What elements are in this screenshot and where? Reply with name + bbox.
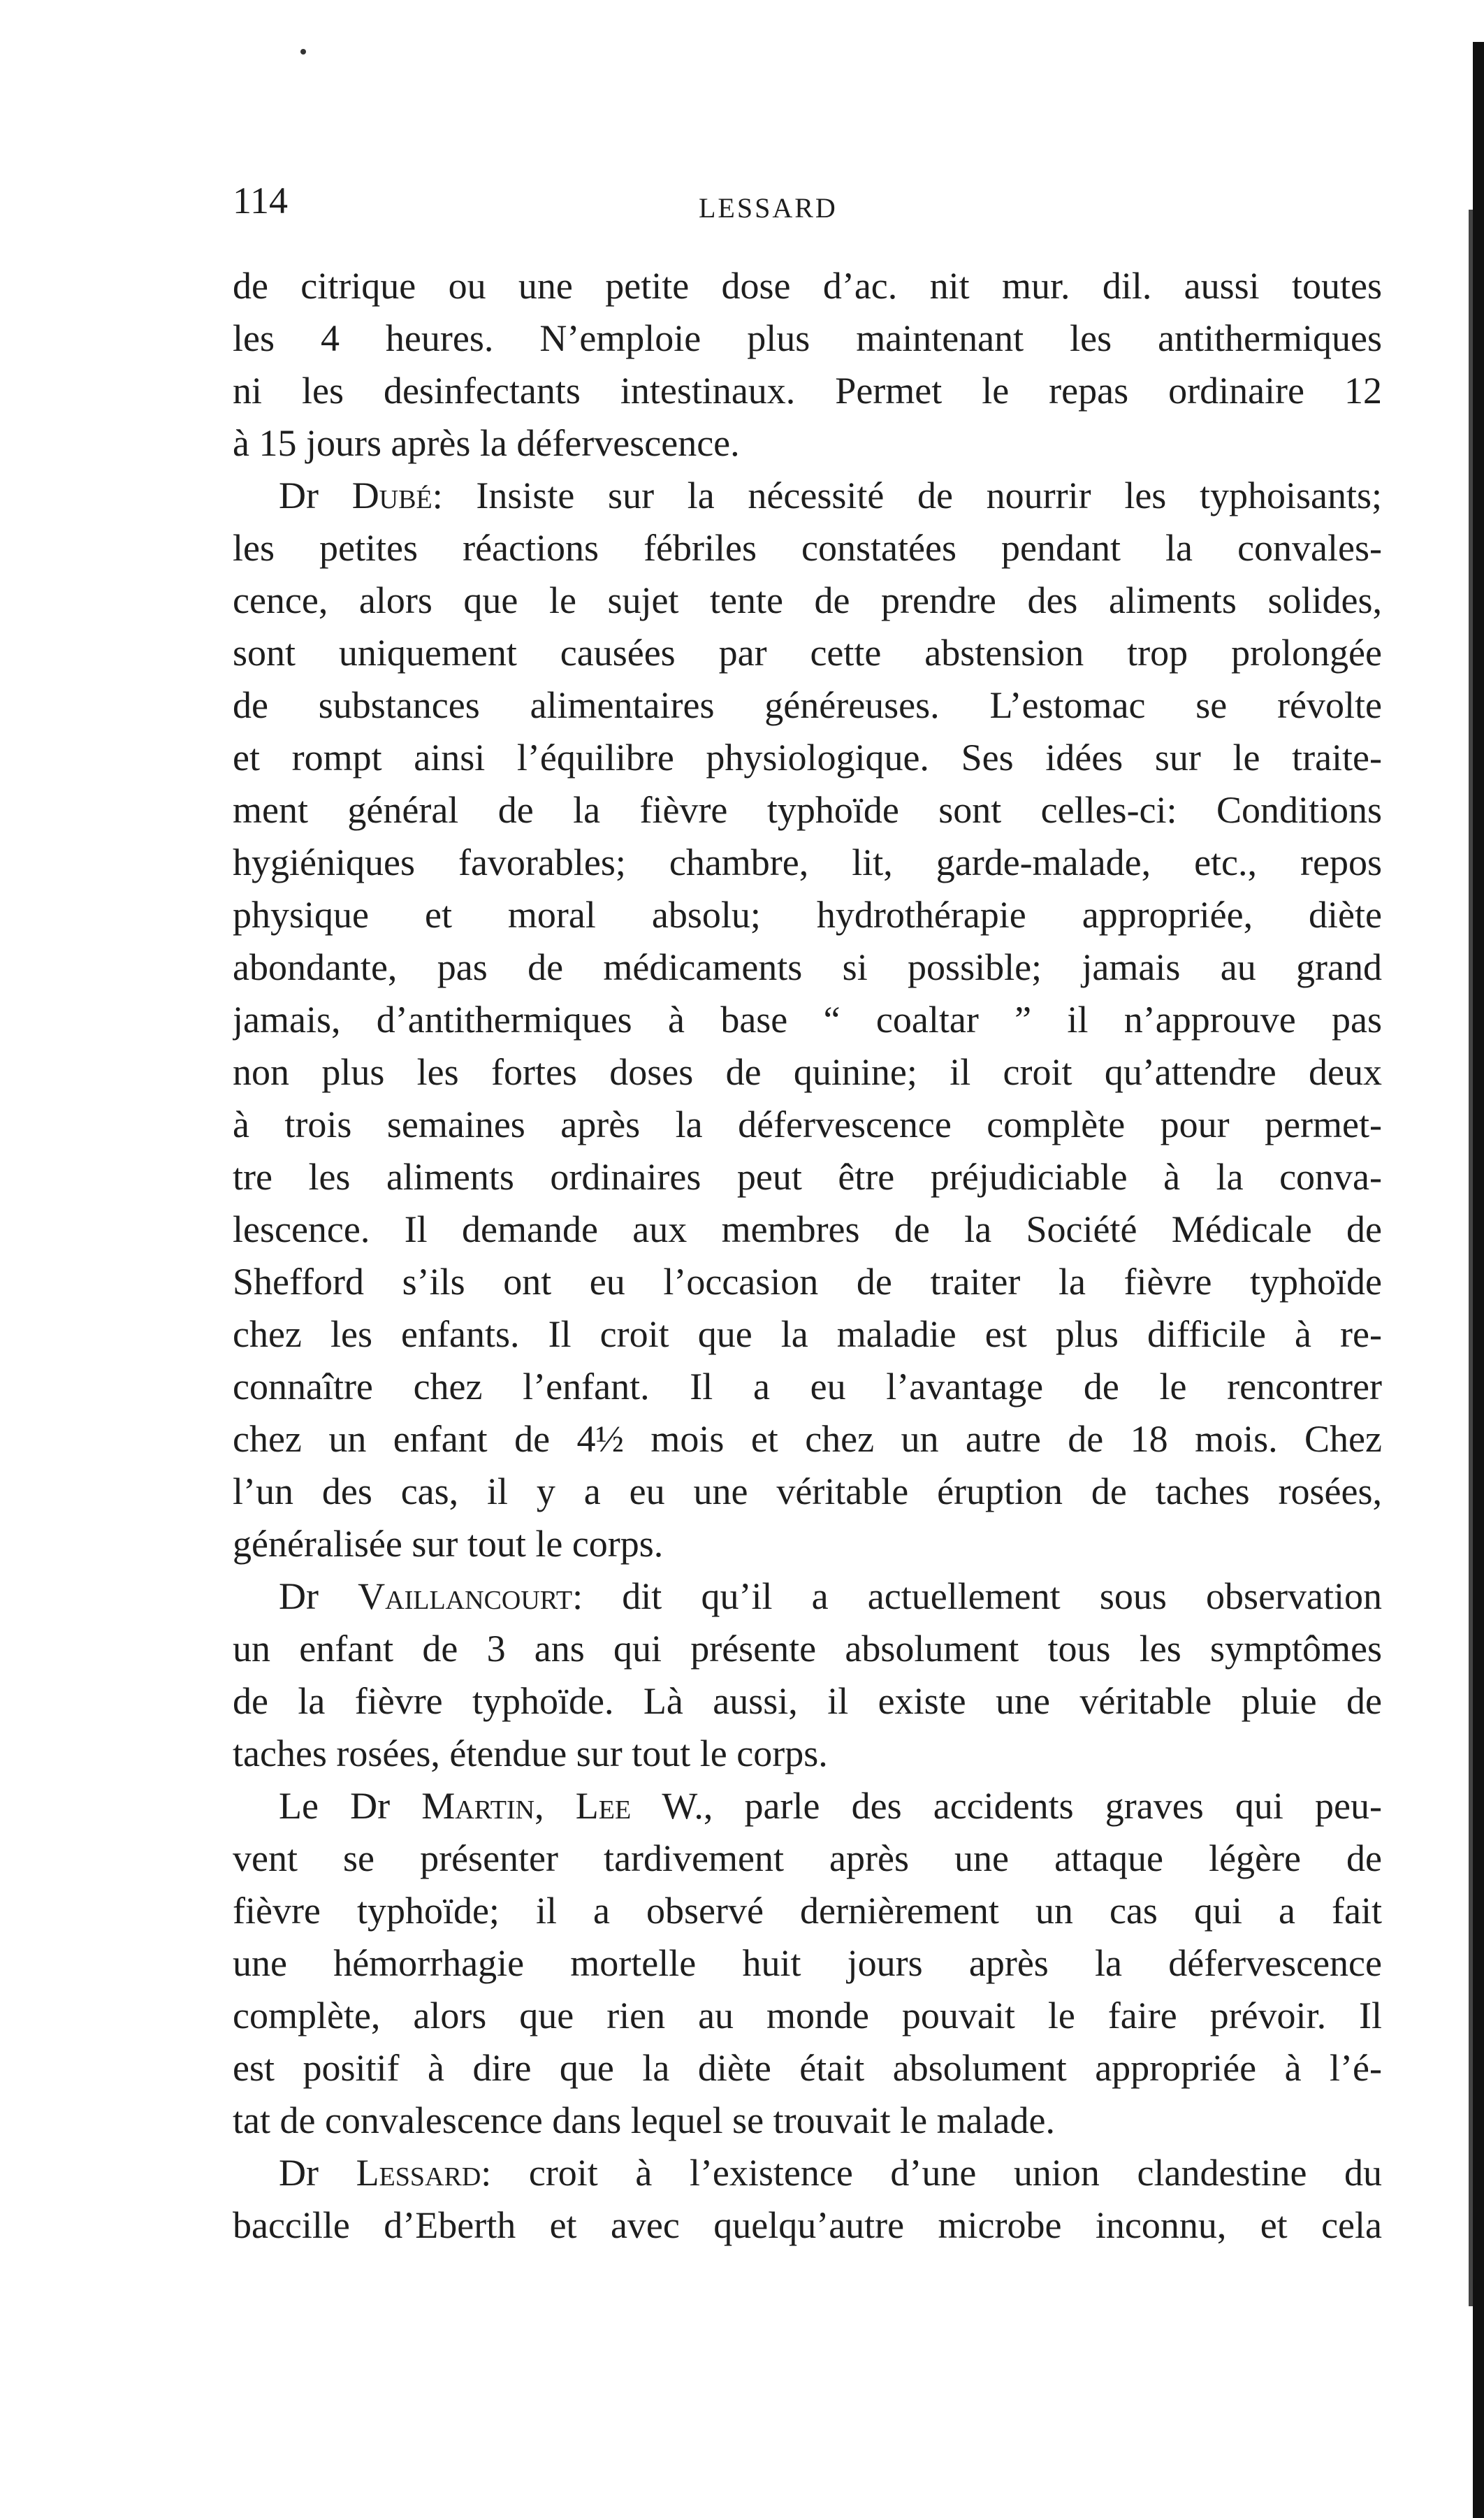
text-line: hygiéniques favorables; chambre, lit, garde-malade, etc., repos: [233, 841, 1382, 883]
text-segment: : croit à l’existence d’une union clandestine du: [481, 2152, 1382, 2194]
text-line: à 15 jours après la défervescence.: [233, 422, 740, 464]
text-line: tre les aliments ordinaires peut être préjudiciable à la conva-: [233, 1156, 1382, 1198]
text-line: chez un enfant de 4½ mois et chez un autre de 18 mois. Chez: [233, 1418, 1382, 1460]
text-line: complète, alors que rien au monde pouvait le faire prévoir. Il: [233, 1995, 1382, 2036]
text-line: connaître chez l’enfant. Il a eu l’avantage de le rencontrer: [233, 1366, 1382, 1408]
speaker-name: Dubé: [351, 475, 432, 516]
text-line: est positif à dire que la diète était absolument appropriée à l’é-: [233, 2047, 1382, 2089]
text-line: ni les desinfectants intestinaux. Permet le repas ordinaire 12: [233, 370, 1382, 412]
text-line: Shefford s’ils ont eu l’occasion de traiter la fièvre typhoïde: [233, 1261, 1382, 1303]
paragraph-vaillancourt-first-line: [233, 1570, 1382, 1623]
text-segment: : Insiste sur la nécessité de nourrir les typhoisants;: [432, 475, 1382, 516]
text-line: les 4 heures. N’emploie plus maintenant les antithermiques: [233, 317, 1382, 359]
text-line: cence, alors que le sujet tente de prendre des aliments solides,: [233, 579, 1382, 621]
scan-edge-border: [1473, 42, 1484, 2518]
text-line: ment général de la fièvre typhoïde sont celles-ci: Conditions: [233, 789, 1382, 831]
running-head: LESSARD: [699, 192, 838, 224]
text-line: les petites réactions fébriles constatées pendant la convales-: [233, 527, 1382, 569]
text-line: et rompt ainsi l’équilibre physiologique. Ses idées sur le traite-: [233, 737, 1382, 779]
text-line: non plus les fortes doses de quinine; il croit qu’attendre deux: [233, 1051, 1382, 1093]
text-line: à trois semaines après la défervescence complète pour permet-: [233, 1104, 1382, 1145]
paragraph-martin-first-line: [233, 1780, 1382, 1832]
text-line: un enfant de 3 ans qui présente absolument tous les symptômes: [233, 1628, 1382, 1670]
text-line: lescence. Il demande aux membres de la Société Médicale de: [233, 1208, 1382, 1250]
text-line: physique et moral absolu; hydrothérapie appropriée, diète: [233, 894, 1382, 936]
text-line: de la fièvre typhoïde. Là aussi, il existe une véritable pluie de: [233, 1680, 1382, 1722]
scan-speck: [300, 49, 306, 55]
speaker-prefix: Le Dr: [279, 1785, 422, 1827]
speaker-prefix: Dr: [279, 475, 352, 516]
text-line: baccille d’Eberth et avec quelqu’autre microbe inconnu, et cela: [233, 2204, 1382, 2246]
text-line: de substances alimentaires généreuses. L’estomac se révolte: [233, 684, 1382, 726]
text-segment: W., parle des accidents graves qui peu-: [631, 1785, 1382, 1827]
text-line: taches rosées, étendue sur tout le corps.: [233, 1732, 828, 1774]
speaker-prefix: Dr: [279, 1575, 358, 1617]
speaker-prefix: Dr: [279, 2152, 356, 2194]
text-line: abondante, pas de médicaments si possible; jamais au grand: [233, 946, 1382, 988]
text-line: tat de convalescence dans lequel se trouvait le malade.: [233, 2099, 1055, 2141]
text-line: jamais, d’antithermiques à base “ coaltar ” il n’approuve pas: [233, 999, 1382, 1041]
body-text: [233, 260, 1382, 2252]
text-line: une hémorrhagie mortelle huit jours après la défervescence: [233, 1942, 1382, 1984]
scan-edge-shadow: [1469, 210, 1473, 2306]
speaker-name: Martin, Lee: [421, 1785, 632, 1827]
page-number: 114: [233, 180, 288, 222]
text-line: généralisée sur tout le corps.: [233, 1523, 664, 1565]
text-line: sont uniquement causées par cette abstension trop prolongée: [233, 632, 1382, 674]
speaker-name: Lessard: [356, 2152, 481, 2194]
text-line: vent se présenter tardivement après une attaque légère de: [233, 1837, 1382, 1879]
text-line: de citrique ou une petite dose d’ac. nit mur. dil. aussi toutes: [233, 265, 1382, 307]
paragraph-lessard-first-line: [233, 2147, 1382, 2199]
text-line: chez les enfants. Il croit que la maladie est plus difficile à re-: [233, 1313, 1382, 1355]
paragraph-dube-first-line: [233, 470, 1382, 522]
text-line: l’un des cas, il y a eu une véritable éruption de taches rosées,: [233, 1470, 1382, 1512]
speaker-name: Vaillancourt: [358, 1575, 573, 1617]
text-line: fièvre typhoïde; il a observé dernièrement un cas qui a fait: [233, 1890, 1382, 1932]
text-segment: : dit qu’il a actuellement sous observation: [572, 1575, 1382, 1617]
